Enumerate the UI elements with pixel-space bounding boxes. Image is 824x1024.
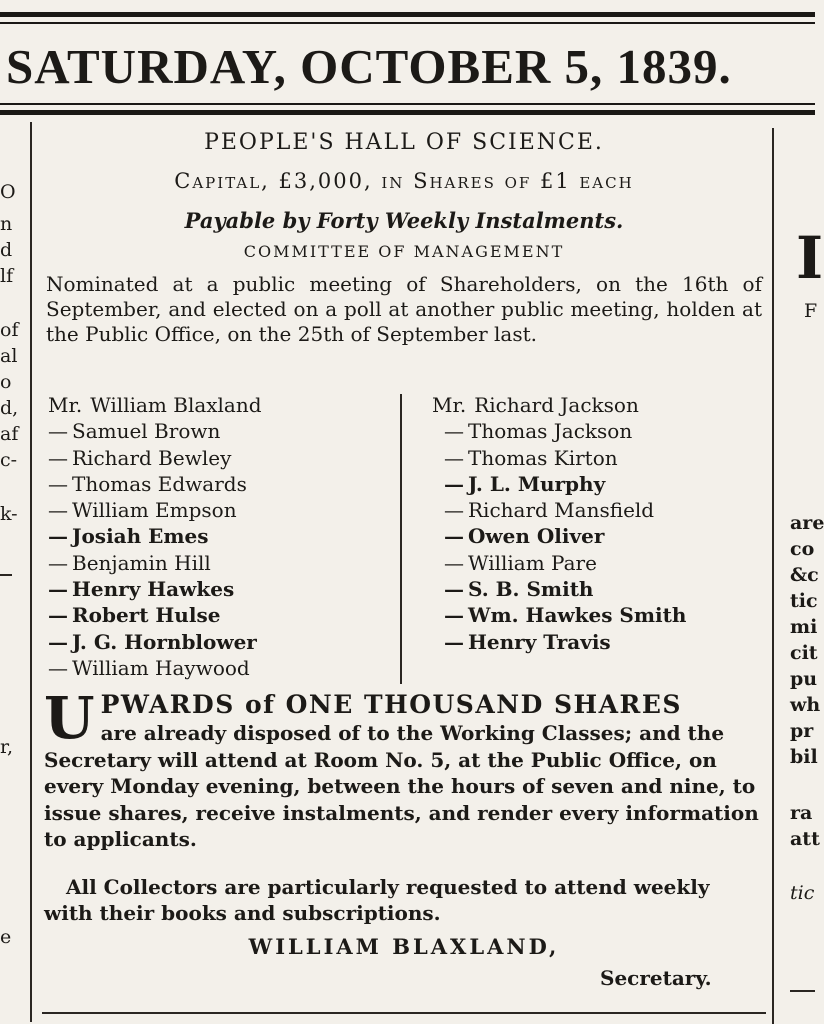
fragment: o [0, 371, 12, 393]
top-rule-thin [0, 22, 815, 24]
fragment: att [790, 828, 820, 850]
committee-member: Mr. William Blaxland [48, 393, 262, 417]
fragment: wh [790, 694, 821, 716]
committee-member: — Robert Hulse [48, 603, 221, 628]
fragment: pr [790, 720, 814, 742]
committee-member: — Samuel Brown [48, 419, 221, 444]
notice-body: are already disposed of to the Working Classes; and the Secretary will attend at Room No. 5, at the Public Office, on every Monday evening, between the hours of seven and nine, to issue shares, receive instalments, and render every information to applicants. [44, 721, 759, 851]
collectors-paragraph: All Collectors are particularly requested to attend weekly with their books and subscriptions. [44, 875, 710, 925]
masthead-date: SATURDAY, OCTOBER 5, 1839. [6, 39, 732, 94]
fragment: lf [0, 265, 14, 287]
column-rule-right [772, 128, 774, 1024]
fragment: F [804, 300, 818, 322]
committee-member: — Benjamin Hill [48, 550, 211, 575]
committee-member: — Henry Hawkes [48, 577, 235, 602]
fragment: n [0, 213, 13, 235]
secretary-title: Secretary. [600, 966, 712, 990]
fragment: ra [790, 802, 813, 824]
committee-member: — Thomas Edwards [48, 471, 247, 496]
right-column-initial: I [796, 224, 824, 292]
fragment: tic [790, 590, 818, 612]
committee-list-right [432, 392, 772, 655]
committee-list-left [48, 392, 398, 681]
fragment: r, [0, 736, 14, 758]
committee-member: — Thomas Jackson [444, 419, 633, 444]
fragment: k- [0, 503, 18, 525]
ad-capital-line: Capital, £3,000, in Shares of £1 each [174, 169, 634, 193]
fragment: mi [790, 616, 818, 638]
committee-member: — Richard Mansfield [444, 498, 655, 523]
masthead-rule-thin [0, 103, 815, 105]
fragment: d, [0, 397, 19, 419]
committee-heading: COMMITTEE OF MANAGEMENT [243, 242, 565, 261]
column-rule-left [30, 122, 32, 1022]
fragment: co [790, 538, 815, 560]
committee-member: — Owen Oliver [444, 524, 605, 549]
committee-member: — Henry Travis [444, 629, 611, 654]
committee-divider [400, 394, 402, 684]
fragment: are [790, 512, 824, 534]
committee-member: — William Haywood [48, 655, 250, 680]
committee-member: — S. B. Smith [444, 577, 594, 602]
committee-member: — Josiah Emes [48, 524, 209, 549]
fragment: O [0, 181, 16, 203]
fragment: af [0, 423, 19, 445]
ad-payment-terms: Payable by Forty Weekly Instalments. [184, 208, 624, 233]
fragment: c- [0, 449, 18, 471]
fragment: cit [790, 642, 818, 664]
committee-member: Mr. Richard Jackson [432, 393, 639, 417]
notice-heading: PWARDS of ONE THOUSAND SHARES [100, 690, 682, 719]
fragment: of [0, 319, 19, 341]
fragment: bil [790, 746, 818, 768]
committee-member: — J. L. Murphy [444, 471, 606, 496]
shares-notice [44, 684, 764, 853]
fragment: &c [790, 564, 819, 586]
left-fragment-dash [0, 574, 12, 576]
masthead-rule-thick [0, 110, 815, 115]
top-rule-thick [0, 12, 815, 17]
fragment: e [0, 926, 12, 948]
drop-cap: U [44, 684, 95, 752]
fragment: pu [790, 668, 818, 690]
committee-member: — William Pare [444, 550, 597, 575]
fragment: al [0, 345, 18, 367]
committee-member: — Thomas Kirton [444, 445, 618, 470]
nomination-paragraph: Nominated at a public meeting of Shareholders, on the 16th of September, and elected on a poll at another public meeting, holden at the Public Office, on the 25th of September last. [46, 272, 762, 346]
committee-member: — Richard Bewley [48, 445, 232, 470]
advertisement-bottom-rule [42, 1012, 766, 1014]
fragment: d [0, 239, 13, 261]
committee-member: — J. G. Hornblower [48, 629, 257, 654]
committee-member: — William Empson [48, 498, 237, 523]
fragment: tic [790, 882, 815, 904]
ad-title: PEOPLE'S HALL OF SCIENCE. [204, 130, 604, 155]
right-fragment-rule [790, 990, 815, 992]
committee-member: — Wm. Hawkes Smith [444, 603, 687, 628]
secretary-name: WILLIAM BLAXLAND, [248, 934, 560, 959]
